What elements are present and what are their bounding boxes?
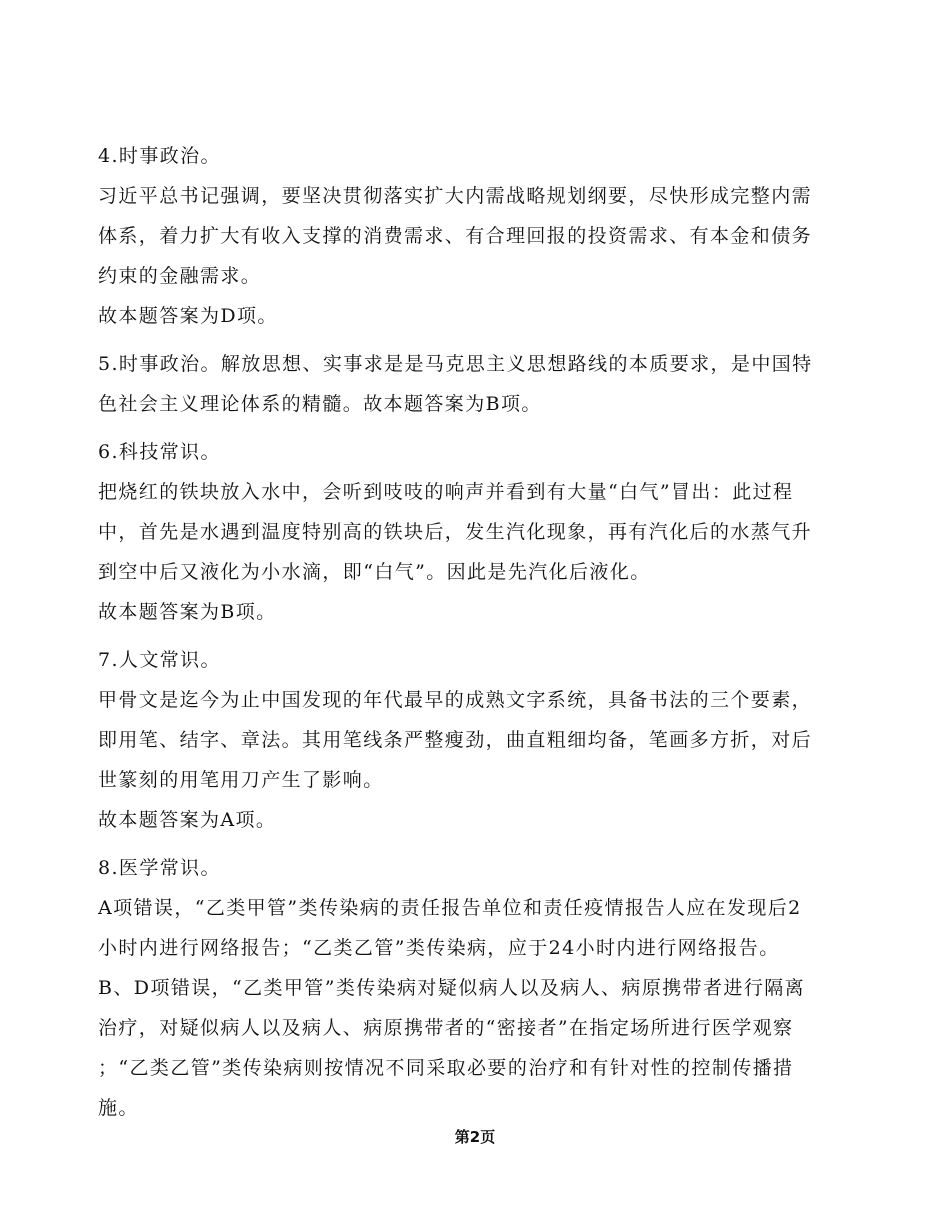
- paragraph-line: 把烧红的铁块放入水中，会听到吱吱的响声并看到有大量“白气”冒出：此过程: [98, 481, 794, 503]
- paragraph-line: 体系，着力扩大有收入支撑的消费需求、有合理回报的投资需求、有本金和债务: [98, 225, 813, 247]
- answer-line: 故本题答案为B项。: [98, 601, 277, 623]
- page-number: 第2页: [454, 1128, 496, 1146]
- section-heading: 4.时事政治。: [98, 145, 221, 167]
- paragraph-line: 到空中后又液化为小水滴，即“白气”。因此是先汽化后液化。: [98, 561, 651, 583]
- section-heading: 8.医学常识。: [98, 857, 221, 879]
- paragraph-line: 施。: [98, 1097, 139, 1119]
- section-heading: 5.时事政治。解放思想、实事求是是马克思主义思想路线的本质要求，是中国特: [98, 353, 813, 375]
- section-q8: [98, 848, 858, 1128]
- section-q4: [98, 136, 858, 336]
- paragraph-line: 治疗，对疑似病人以及病人、病原携带者的“密接者”在指定场所进行医学观察: [98, 1017, 794, 1039]
- section-q5: [98, 344, 858, 424]
- paragraph-line: 甲骨文是迄今为止中国发现的年代最早的成熟文字系统，具备书法的三个要素，: [98, 689, 813, 711]
- section-heading: 6.科技常识。: [98, 441, 221, 463]
- document-body: [98, 136, 858, 1128]
- section-q7: [98, 640, 858, 840]
- paragraph-line: 习近平总书记强调，要坚决贯彻落实扩大内需战略规划纲要，尽快形成完整内需: [98, 185, 813, 207]
- paragraph-line: A项错误，“乙类甲管”类传染病的责任报告单位和责任疫情报告人应在发现后2: [98, 897, 802, 919]
- answer-line: 故本题答案为A项。: [98, 809, 277, 831]
- paragraph-line: 约束的金融需求。: [98, 265, 262, 287]
- answer-line: 故本题答案为D项。: [98, 305, 278, 327]
- paragraph-line: ；“乙类乙管”类传染病则按情况不同采取必要的治疗和有针对性的控制传播措: [98, 1057, 794, 1079]
- section-q6: [98, 432, 858, 632]
- section-heading: 7.人文常识。: [98, 649, 221, 671]
- paragraph-line: 小时内进行网络报告；“乙类乙管”类传染病，应于24小时内进行网络报告。: [98, 937, 780, 959]
- paragraph-line: B、D项错误，“乙类甲管”类传染病对疑似病人以及病人、病原携带者进行隔离: [98, 977, 806, 999]
- paragraph-line: 即用笔、结字、章法。其用笔线条严整瘦劲，曲直粗细均备，笔画多方折，对后: [98, 729, 813, 751]
- paragraph-line: 世篆刻的用笔用刀产生了影响。: [98, 769, 384, 791]
- paragraph-line: 中，首先是水遇到温度特别高的铁块后，发生汽化现象，再有汽化后的水蒸气升: [98, 521, 813, 543]
- paragraph-line: 色社会主义理论体系的精髓。故本题答案为B项。: [98, 393, 542, 415]
